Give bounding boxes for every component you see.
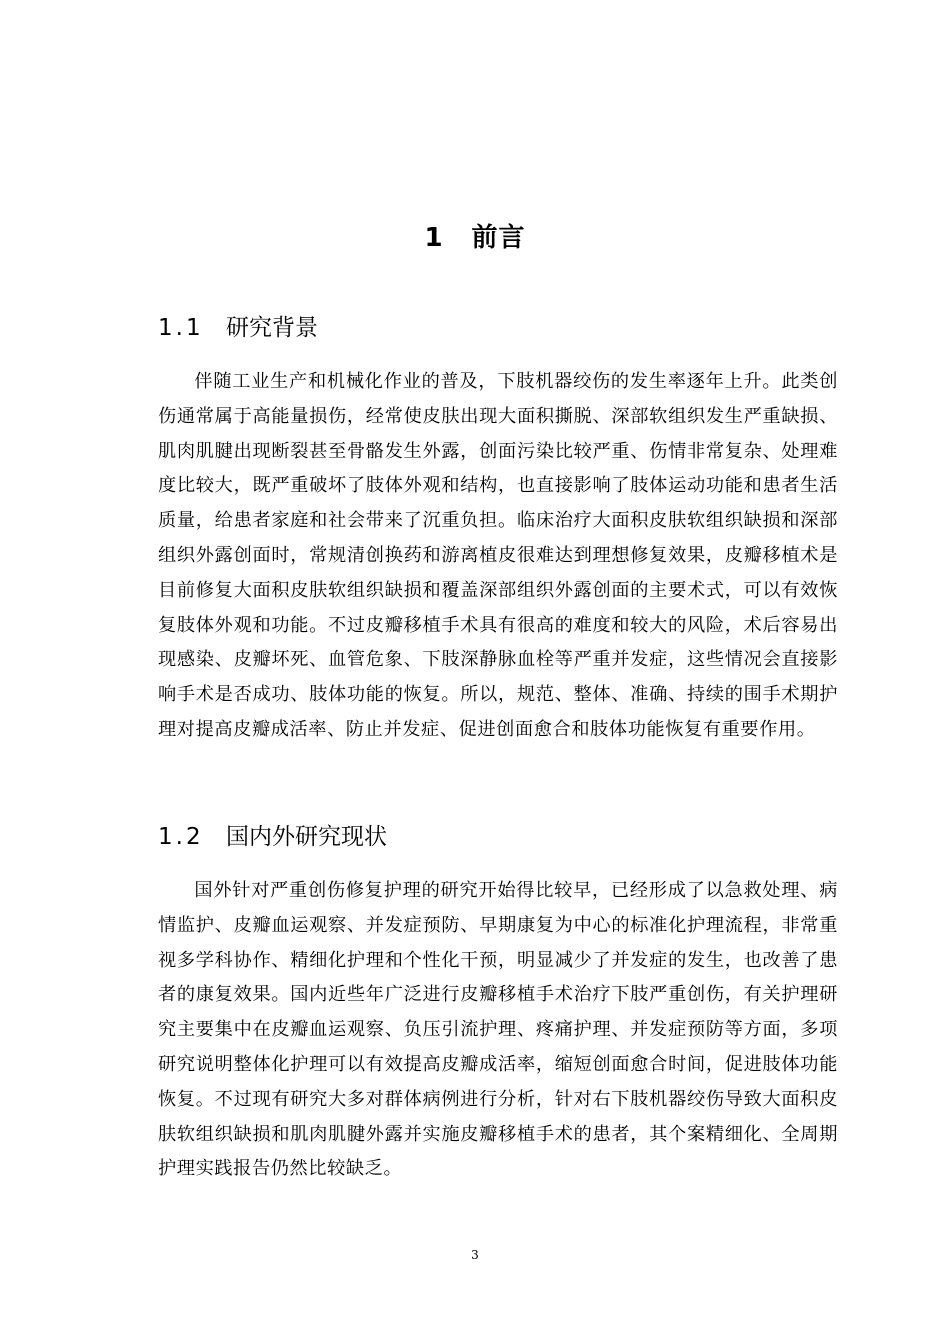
section-number: 1.2	[158, 824, 204, 850]
paragraph-research-status: 国外针对严重创伤修复护理的研究开始得比较早，已经形成了以急救处理、病情监护、皮瓣血运观察、并发症预防、早期康复为中心的标准化护理流程，非常重视多学科协作、精细化护理和个性化干预，明显减少了并发症的发生，也改善了患者的康复效果。国内近些年广泛进行皮瓣移植手术治疗下肢严重创伤，有关护理研究主要集中在皮瓣血运观察、负压引流护理、疼痛护理、并发症预防等方面，多项研究说明整体化护理可以有效提高皮瓣成活率，缩短创面愈合时间，促进肢体功能恢复。不过现有研究大多对群体病例进行分析，针对右下肢机器绞伤导致大面积皮肤软组织缺损和肌肉肌腱外露并实施皮瓣移植手术的患者，其个案精细化、全周期护理实践报告仍然比较缺乏。	[158, 880, 838, 1180]
page-number: 3	[471, 1248, 479, 1262]
chapter-title-text: 前言	[471, 223, 526, 253]
section-title: 研究背景	[226, 315, 318, 341]
section-title: 国内外研究现状	[226, 824, 387, 850]
section-heading-1-2	[158, 820, 387, 854]
section-heading-1-1	[158, 311, 318, 345]
section-number: 1.1	[158, 315, 204, 341]
chapter-title	[0, 218, 950, 258]
chapter-number: 1	[424, 223, 444, 253]
paragraph-background: 伴随工业生产和机械化作业的普及，下肢机器绞伤的发生率逐年上升。此类创伤通常属于高能量损伤，经常使皮肤出现大面积撕脱、深部软组织发生严重缺损、肌肉肌腱出现断裂甚至骨骼发生外露，创面污染比较严重、伤情非常复杂、处理难度比较大，既严重破坏了肢体外观和结构，也直接影响了肢体运动功能和患者生活质量，给患者家庭和社会带来了沉重负担。临床治疗大面积皮肤软组织缺损和深部组织外露创面时，常规清创换药和游离植皮很难达到理想修复效果，皮瓣移植术是目前修复大面积皮肤软组织缺损和覆盖深部组织外露创面的主要术式，可以有效恢复肢体外观和功能。不过皮瓣移植手术具有很高的难度和较大的风险，术后容易出现感染、皮瓣坏死、血管危象、下肢深静脉血栓等严重并发症，这些情况会直接影响手术是否成功、肢体功能的恢复。所以，规范、整体、准确、持续的围手术期护理对提高皮瓣成活率、防止并发症、促进创面愈合和肢体功能恢复有重要作用。	[158, 371, 838, 740]
